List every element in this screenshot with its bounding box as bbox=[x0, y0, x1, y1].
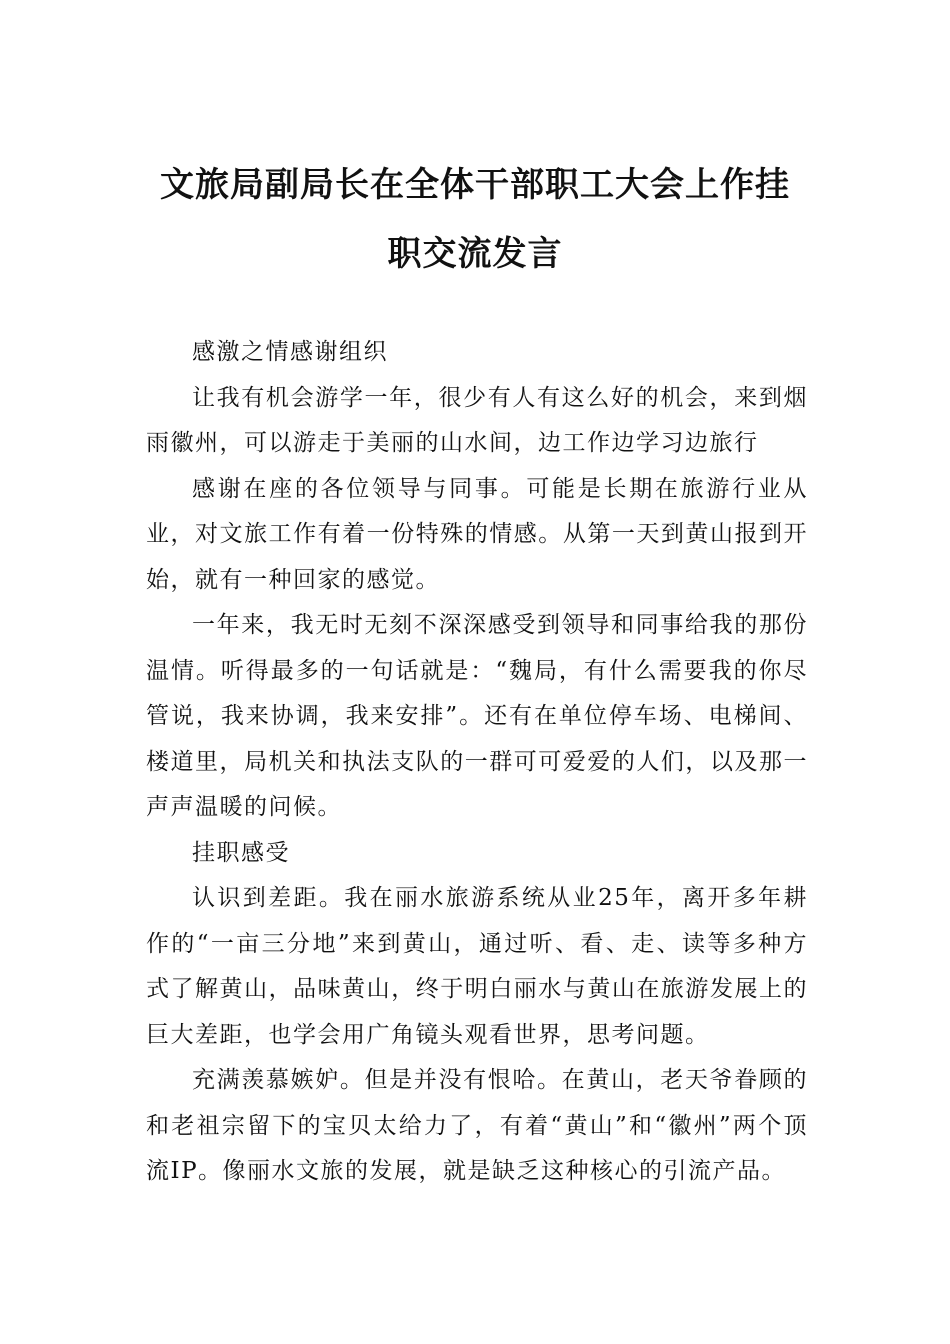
document-title-line-2: 职交流发言 bbox=[387, 234, 563, 274]
section-heading-experience: 挂职感受 bbox=[192, 839, 290, 866]
paragraph: 充满羡慕嫉妒。但是并没有恨哈。在黄山，老天爷眷顾的和老祖宗留下的宝贝太给力了，有着“黄山”和“徽州”两个顶流IP。像丽水文旅的发展，就是缺乏这种核心的引流产品。 bbox=[146, 1067, 808, 1184]
paragraph: 认识到差距。我在丽水旅游系统从业25年，离开多年耕作的“一亩三分地”来到黄山，通过听、看、走、读等多种方式了解黄山，品味黄山，终于明白丽水与黄山在旅游发展上的巨大差距，也学会用广角镜头观看世界，思考问题。 bbox=[146, 885, 808, 1048]
paragraph: 感谢在座的各位领导与同事。可能是长期在旅游行业从业，对文旅工作有着一份特殊的情感。从第一天到黄山报到开始，就有一种回家的感觉。 bbox=[146, 475, 808, 593]
document-title-line-1: 文旅局副局长在全体干部职工大会上作挂 bbox=[160, 165, 790, 205]
paragraph: 让我有机会游学一年，很少有人有这么好的机会，来到烟雨徽州，可以游走于美丽的山水间，边工作边学习边旅行 bbox=[146, 384, 808, 456]
section-heading-gratitude: 感激之情感谢组织 bbox=[192, 339, 388, 365]
paragraph: 一年来，我无时无刻不深深感受到领导和同事给我的那份温情。听得最多的一句话就是：“魏局，有什么需要我的你尽管说，我来协调，我来安排”。还有在单位停车场、电梯间、楼道里，局机关和执法支队的一群可可爱爱的人们，以及那一声声温暖的问候。 bbox=[146, 612, 808, 820]
document-body bbox=[146, 330, 808, 1195]
